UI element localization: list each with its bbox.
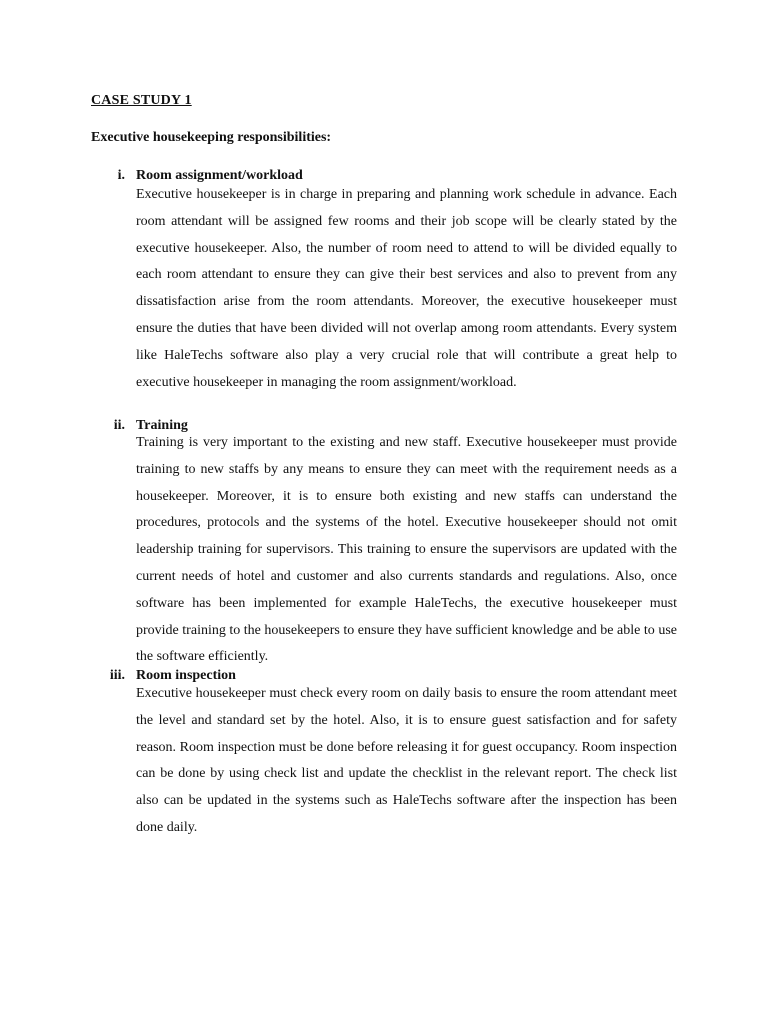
- item-number: ii.: [113, 418, 125, 433]
- item-body-room-inspection: Executive housekeeper must check every room on daily basis to ensure the room attendant meet the level and standard set by the hotel. Also, it is to ensure guest satisfaction and for safety reason. Room inspection must be done before releasing it for guest occupancy. Room inspection can be done by using check list and update the checklist in the relevant report. The check list also can be updated in the systems such as HaleTechs software after the inspection has been done daily.: [136, 686, 677, 835]
- item-title-training: Training: [136, 418, 188, 433]
- item-title-room-assignment: Room assignment/workload: [136, 168, 303, 183]
- item-body-training: Training is very important to the existing and new staff. Executive housekeeper must provide training to new staffs by any means to ensure they can meet with the requirement needs as a housekeeper. Moreover, it is to ensure both existing and new staffs can understand the procedures, protocols and the systems of the hotel. Executive housekeeper should not omit leadership training for supervisors. This training to ensure the supervisors are updated with the current needs of hotel and customer and also currents standards and regulations. Also, once software has been implemented for example HaleTechs, the executive housekeeper must provide training to the housekeepers to ensure they have sufficient knowledge and be able to use the software efficiently.: [136, 435, 677, 665]
- item-title-room-inspection: Room inspection: [136, 668, 236, 683]
- section-heading: Executive housekeeping responsibilities:: [91, 130, 332, 145]
- case-study-title: CASE STUDY 1: [91, 93, 192, 108]
- item-number: i.: [117, 168, 125, 183]
- item-number: iii.: [109, 668, 125, 683]
- item-body-room-assignment: Executive housekeeper is in charge in preparing and planning work schedule in advance. Each room attendant will be assigned few rooms and their job scope will be clearly stated by the executive housekeeper. Also, the number of room need to attend to will be divided equally to each room attendant to ensure they can give their best services and also to prevent from any dissatisfaction arise from the room attendants. Moreover, the executive housekeeper must ensure the duties that have been divided will not overlap among room attendants. Every system like HaleTechs software also play a very crucial role that will contribute a great help to executive housekeeper in managing the room assignment/workload.: [136, 187, 677, 390]
